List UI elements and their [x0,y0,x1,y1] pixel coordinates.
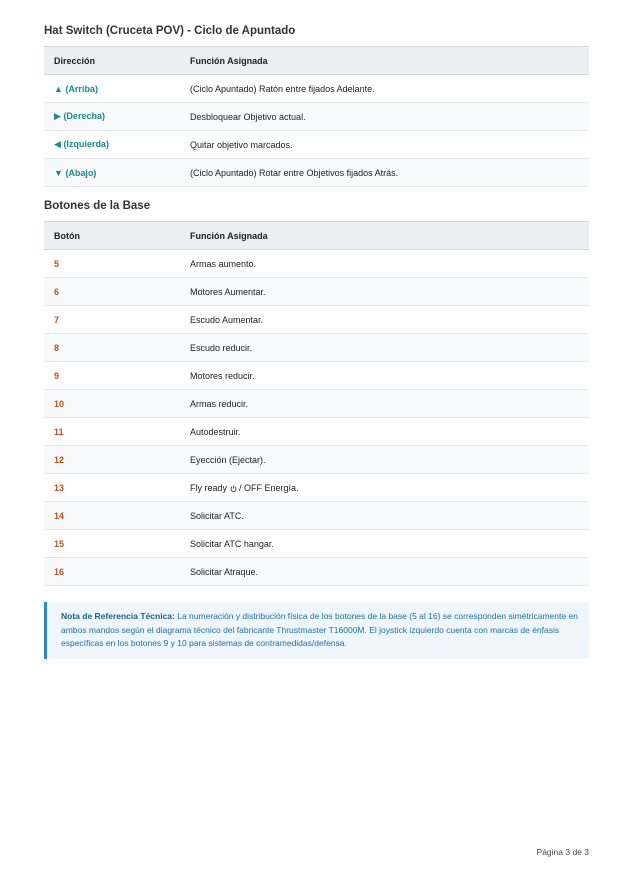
base-buttons-heading: Botones de la Base [44,200,151,212]
button-number-cell: 8 [44,334,180,362]
table-row [44,278,589,306]
function-cell: (Ciclo Apuntado) Rotar entre Objetivos fijados Atrás. [180,159,589,187]
button-number-cell: 10 [44,390,180,418]
function-cell: Autodestruir. [180,418,589,446]
arrow-right-icon: ▶ [54,111,61,121]
table-row [44,530,589,558]
page-content [44,22,589,659]
function-cell: Escudo reducir. [180,334,589,362]
table-row [44,334,589,362]
function-cell: Solicitar Atraque. [180,558,589,586]
table-row [44,558,589,586]
function-cell: Desbloquear Objetivo actual. [180,103,589,131]
table-row [44,390,589,418]
direction-cell: ▶ (Derecha) [44,103,180,131]
function-cell: Fly ready / OFF Energía. [180,474,589,502]
table-row [44,418,589,446]
hat-switch-table [44,46,589,187]
table-header-row [44,222,589,250]
button-number-cell: 12 [44,446,180,474]
button-number-cell: 6 [44,278,180,306]
column-header-button: Botón [44,222,180,250]
function-cell: Solicitar ATC. [180,502,589,530]
button-number-cell: 15 [44,530,180,558]
column-header-function: Función Asignada [180,47,589,75]
arrow-up-icon: ▲ [54,83,63,94]
function-cell: Quitar objetivo marcados. [180,131,589,159]
column-header-direction: Dirección [44,47,180,75]
table-row [44,103,589,131]
button-number-cell: 5 [44,250,180,278]
arrow-down-icon: ▼ [54,167,63,178]
button-number-cell: 13 [44,474,180,502]
direction-cell: ▲ (Arriba) [44,75,180,103]
table-row [44,131,589,159]
direction-cell: ▼ (Abajo) [44,159,180,187]
function-cell: Solicitar ATC hangar. [180,530,589,558]
note-text: La numeración y distribución física de los botones de la base (5 al 16) se corresponden simétricamente en ambos mandos según el diagrama técnico del fabricante Thrustmaster T16000M. El joystick izquierdo cuenta con marcas de énfasis específicas en los botones 9 y 10 para sistemas de contramedidas/defensa. [61,611,578,648]
function-cell: (Ciclo Apuntado) Ratón entre fijados Adelante. [180,75,589,103]
function-cell: Motores reducir. [180,362,589,390]
arrow-left-icon: ◀ [54,139,61,149]
technical-note [44,602,589,659]
button-number-cell: 7 [44,306,180,334]
column-header-function: Función Asignada [180,222,589,250]
table-row [44,306,589,334]
button-number-cell: 11 [44,418,180,446]
base-buttons-table [44,221,589,586]
page-number: Página 3 de 3 [536,847,589,857]
table-row [44,75,589,103]
hat-switch-heading: Hat Switch (Cruceta POV) - Ciclo de Apuntado [44,25,296,37]
table-row [44,159,589,187]
table-row [44,502,589,530]
function-cell: Armas reducir. [180,390,589,418]
function-cell: Escudo Aumentar. [180,306,589,334]
table-header-row [44,47,589,75]
function-cell: Eyección (Ejectar). [180,446,589,474]
button-number-cell: 16 [44,558,180,586]
function-cell: Motores Aumentar. [180,278,589,306]
table-row [44,474,589,502]
button-number-cell: 9 [44,362,180,390]
direction-cell: ◀ (Izquierda) [44,131,180,159]
power-icon [230,485,237,492]
note-label: Nota de Referencia Técnica: [61,611,175,621]
function-cell: Armas aumento. [180,250,589,278]
table-row [44,446,589,474]
table-row [44,362,589,390]
table-row [44,250,589,278]
button-number-cell: 14 [44,502,180,530]
